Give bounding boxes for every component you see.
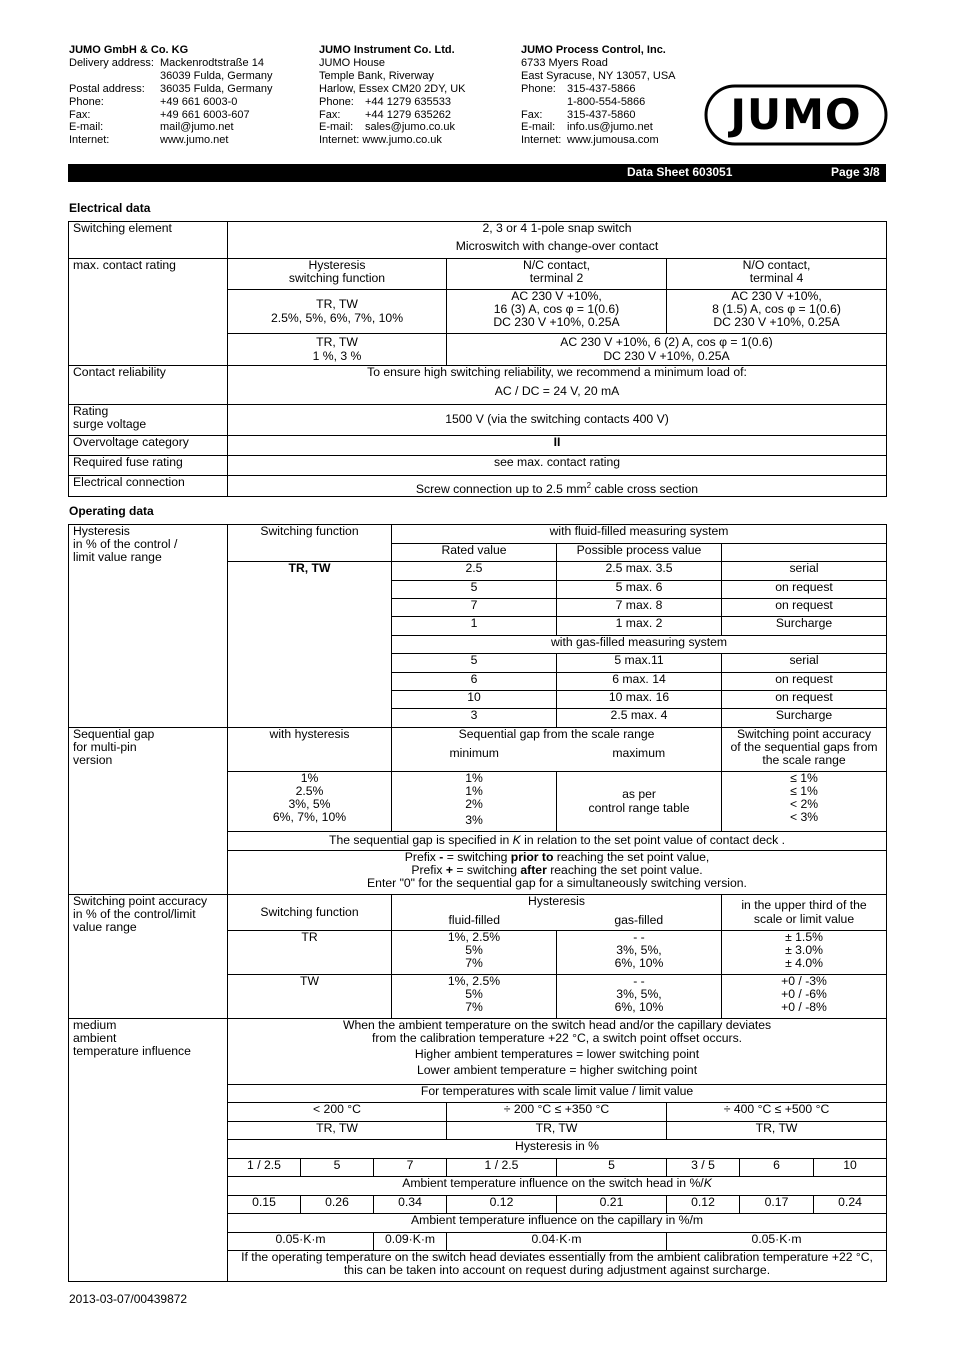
address-line: Harlow, Essex CM20 2DY, UK [319,82,466,95]
text: control range table [588,800,690,815]
cell: Surcharge [722,709,887,728]
address-line: JUMO House [319,56,386,69]
row-label [69,1019,228,1282]
text: 2.5% [295,784,324,799]
cell [228,1251,887,1282]
cell: 5 [301,1159,374,1177]
address-row [69,70,273,83]
data-sheet-title: Data Sheet 603051 [627,165,733,179]
cell: 0.04·K·m [447,1233,667,1251]
cell: < 200 °C [228,1103,447,1122]
section-heading-electrical: Electrical data [69,201,151,215]
page-number: Page 3/8 [831,165,880,179]
cell: TR [228,931,392,975]
cell [228,259,447,290]
address-key [521,96,567,109]
address-value: 36039 Fulda, Germany [160,69,273,82]
cell: 0.05·K·m [667,1233,887,1251]
cell: 2.5 max. 4 [557,709,722,728]
cell [228,832,887,851]
cell: serial [722,562,887,581]
address-key: Phone: [69,95,104,108]
cell: 0.12 [447,1196,557,1214]
cell: TR, TW [228,562,392,728]
row-label: Electrical connection [69,476,228,497]
cell: +0 / -3% +0 / -6% +0 / -8% [722,975,887,1019]
cell [722,895,887,931]
address-value: 315-437-5866 [567,82,636,95]
address-row [319,96,466,109]
address-value: 36035 Fulda, Germany [160,82,273,95]
cell: 3 / 5 [667,1159,740,1177]
row-label: Switching element [69,222,228,240]
cell: Hysteresis in % [228,1140,887,1159]
cell: 7 max. 8 [557,599,722,617]
row-label: Overvoltage category [69,436,228,456]
text: N/O contact, [742,258,811,272]
footer-doc-id: 2013-03-07/00439872 [69,1292,188,1306]
cell: 7 [392,599,557,617]
cell: 0.12 [667,1196,740,1214]
text: K [512,833,521,848]
text: value range [73,920,137,935]
text: 1% [465,771,483,785]
superscript: 2 [586,480,592,490]
address-key: Fax: [521,108,543,121]
text: 8 (1.5) A, cos φ = 1(0.6) [712,302,841,317]
address-key: Delivery address: [69,56,154,69]
text: Hysteresis [308,258,366,272]
row-label [69,895,228,1019]
text: Switching point accuracy [736,727,872,741]
text: Prefix - = switching prior to reaching the set point value, [404,850,710,864]
cell: 6 max. 14 [557,673,722,691]
address-row [69,134,273,147]
text: fluid-filled [448,913,500,927]
text: Lower ambient temperature = higher switching point [416,1063,698,1078]
row-label: Contact reliability [69,366,228,385]
cell: 0.21 [557,1196,667,1214]
cell: 2.5 [392,562,557,581]
cell [447,334,887,366]
text: gas-filled [614,913,664,927]
logo-text: JUMO [730,90,862,139]
cell: 0.26 [301,1196,374,1214]
text: Prefix + = switching after reaching the set point value. [411,863,703,878]
row-label: Required fuse rating [69,456,228,476]
address-row [69,83,273,96]
cell: with gas-filled measuring system [392,636,887,654]
text: as per [622,787,656,802]
address-key: E-mail: [319,121,354,134]
text: cable cross section [591,481,699,496]
text: version [73,753,113,768]
address-row [521,109,676,122]
cell: TW [228,975,392,1019]
text: 3%, 5% [288,797,331,812]
cell: 1%, 2.5% 5% 7% [392,931,557,975]
ambient-influence-table [68,1018,887,1282]
text: Screw connection up to 2.5 mm [415,481,587,496]
cell [228,334,447,366]
text: in the upper third of the [741,898,867,913]
cell: 1%, 2.5% 5% 7% [392,975,557,1019]
address-key: Phone: [521,82,556,95]
text: TR, TW [316,297,358,312]
cell: ÷ 400 °C ≤ +500 °C [667,1103,887,1122]
text: in % of the control / [73,537,178,552]
cell: Ambient temperature influence on the capillary in %/m [228,1214,887,1233]
text: DC 230 V +10%, 0.25A [603,348,730,363]
cell: 0.24 [814,1196,887,1214]
cell: 6 [392,673,557,691]
address-germany [69,44,273,147]
text: 2% [465,797,483,812]
cell: Microswitch with change-over contact [228,240,887,259]
company-name: JUMO Instrument Co. Ltd. [319,44,455,56]
cell: To ensure high switching reliability, we recommend a minimum load of: [228,366,887,385]
company-name: JUMO Process Control, Inc. [521,44,666,56]
cell: with hysteresis [228,728,392,772]
cell [228,851,887,895]
cell: 5 max. 6 [557,581,722,599]
cell: 5 [392,581,557,599]
address-value: 315-437-5860 [567,108,636,121]
cell [228,772,392,832]
cell: 0.15 [228,1196,301,1214]
text: switching function [288,271,386,286]
cell: 1 / 2.5 [228,1159,301,1177]
address-value: +49 661 6003-0 [160,95,238,108]
text: of the sequential gaps from [730,740,878,755]
cell: ÷ 200 °C ≤ +350 °C [447,1103,667,1122]
cell [722,772,887,832]
text: Sequential gap [73,727,155,741]
text: < 2% [789,797,819,812]
cell: 5 [392,654,557,673]
electrical-data-table [68,221,887,497]
text: Rating [73,404,109,418]
cell: II [228,436,887,456]
cell [667,259,887,290]
text: < 3% [789,810,819,825]
cell [228,1019,887,1085]
cell: Switching function [228,525,392,544]
text: the scale range [762,753,846,768]
cell: on request [722,673,887,691]
address-row [319,121,466,134]
text: ≤ 1% [790,784,818,799]
cell: TR, TW [447,1122,667,1140]
company-name: JUMO GmbH & Co. KG [69,44,189,56]
cell: 2.5 max. 3.5 [557,562,722,581]
text: terminal 2 [529,271,584,286]
cell: on request [722,599,887,617]
text: 1% [465,784,483,799]
text: K [703,1176,712,1190]
address-key: Fax: [69,108,91,121]
address-row [69,109,273,122]
cell [392,895,722,931]
address-key: E-mail: [69,121,104,134]
text: 2.5%, 5%, 6%, 7%, 10% [270,310,404,325]
row-label [69,728,228,895]
text: 3% [465,813,483,828]
cell [447,290,667,334]
address-us [521,44,676,147]
cell [228,476,887,497]
address-uk [319,44,466,147]
jumo-logo [704,84,888,146]
text: When the ambient temperature on the switch head and/or the capillary deviates [342,1018,772,1032]
cell: 0.09·K·m [374,1233,447,1251]
cell: For temperatures with scale limit value / limit value [228,1085,887,1103]
text: ambient [73,1031,117,1046]
cell: Surcharge [722,617,887,636]
text: maximum [612,746,666,760]
text: scale or limit value [753,911,855,926]
text: TR, TW [316,335,358,350]
text: minimum [449,746,499,760]
cell: Rated value [392,544,557,562]
text: this can be taken into account on request during adjustment against surcharge. [343,1263,771,1278]
cell [722,728,887,772]
text: Ambient temperature influence on the switch head in %/ [402,1176,704,1190]
text: Enter "0" for the sequential gap for a simultaneously switching version. [367,876,747,891]
address-key: Postal address: [69,82,145,95]
text: from the calibration temperature +22 °C, a switch point offset occurs. [371,1031,743,1046]
address-key: Phone: [319,95,354,108]
address-row [521,121,676,134]
text: 6%, 7%, 10% [272,810,347,825]
section-heading-operating: Operating data [69,504,154,518]
address-line: East Syracuse, NY 13057, USA [521,69,676,82]
cell [557,772,722,832]
cell: 1500 V (via the switching contacts 400 V) [228,405,887,436]
cell: 10 [814,1159,887,1177]
cell [228,1177,887,1196]
address-key: E-mail: [521,121,556,134]
row-label [69,525,228,728]
cell [392,772,557,832]
text: N/C contact, [522,258,591,272]
cell [392,728,722,772]
text: DC 230 V +10%, 0.25A [713,315,840,330]
text: If the operating temperature on the switch head deviates essentially from the ambient calibration temperature +22 °C, [241,1250,873,1264]
cell: 5 max.11 [557,654,722,673]
text: ≤ 1% [790,771,818,785]
text: 1 %, 3 % [312,348,362,363]
cell: - - 3%, 5%, 6%, 10% [557,931,722,975]
cell [447,259,667,290]
cell: on request [722,691,887,709]
address-row [521,134,676,147]
cell: 1 [392,617,557,636]
address-row [69,96,273,109]
row-label [69,405,228,436]
text: limit value range [73,550,162,565]
row-label: max. contact rating [69,259,228,290]
cell: - - 3%, 5%, 6%, 10% [557,975,722,1019]
address-value: +49 661 6003-607 [160,108,250,121]
text: AC 230 V +10%, [511,289,602,303]
sheet-header-bar [68,164,886,182]
cell: 10 max. 16 [557,691,722,709]
cell: serial [722,654,887,673]
address-row [319,109,466,122]
text: surge voltage [73,417,147,432]
text: The sequential gap is specified in [329,833,513,848]
cell [228,290,447,334]
text: for multi-pin [73,740,137,755]
address-value: 1-800-554-5866 [567,95,646,108]
address-value: +44 1279 635262 [365,108,451,121]
address-row [521,96,676,109]
text: temperature influence [73,1044,191,1059]
cell: Switching function [228,895,392,931]
text: AC 230 V +10%, [731,289,822,303]
address-row [521,83,676,96]
cell: 2, 3 or 4 1-pole snap switch [228,222,887,240]
cell: TR, TW [667,1122,887,1140]
cell: 7 [374,1159,447,1177]
address-key: Fax: [319,108,341,121]
cell: 6 [740,1159,814,1177]
text: terminal 4 [749,271,804,286]
address-value: mail@jumo.net [160,121,234,134]
text: in % of the control/limit [73,907,196,922]
cell: 0.17 [740,1196,814,1214]
address-key: Internet: [69,134,110,147]
text: 16 (3) A, cos φ = 1(0.6) [493,302,620,317]
cell: 10 [392,691,557,709]
cell: TR, TW [228,1122,447,1140]
cell: AC / DC = 24 V, 20 mA [228,385,887,405]
address-line: Temple Bank, Riverway [319,69,434,82]
address-value: sales@jumo.co.uk [365,121,456,134]
cell: 1 / 2.5 [447,1159,557,1177]
text: DC 230 V +10%, 0.25A [493,315,620,330]
cell: Possible process value [557,544,722,562]
text: 1% [300,771,319,785]
address-value: info.us@jumo.net [567,121,653,134]
operating-data-table [68,524,887,1019]
cell: see max. contact rating [228,456,887,476]
address-key [69,70,160,83]
address-line: 6733 Myers Road [521,56,608,69]
text: Hysteresis [528,894,585,908]
text: Sequential gap from the scale range [458,727,655,741]
cell: 5 [557,1159,667,1177]
address-value: www.jumousa.com [567,134,659,147]
cell: with fluid-filled measuring system [392,525,887,544]
cell: 0.34 [374,1196,447,1214]
address-internet: Internet: www.jumo.co.uk [319,134,442,147]
cell [667,290,887,334]
text: Higher ambient temperatures = lower switching point [414,1047,700,1062]
address-value: Mackenrodtstraße 14 [160,56,264,69]
text: AC 230 V +10%, 6 (2) A, cos φ = 1(0.6) [560,335,773,350]
text: Hysteresis [73,524,130,538]
cell: ± 1.5% ± 3.0% ± 4.0% [722,931,887,975]
cell: 1 max. 2 [557,617,722,636]
cell: 0.05·K·m [228,1233,374,1251]
cell: 3 [392,709,557,728]
text: medium [73,1018,117,1032]
text: Switching point accuracy [73,894,208,908]
text: in relation to the set point value of contact deck . [520,833,785,848]
address-row [69,57,273,70]
address-value: www.jumo.net [160,134,229,147]
address-key: Internet: [521,134,562,147]
address-value: +44 1279 635533 [365,95,451,108]
cell: on request [722,581,887,599]
address-row [69,121,273,134]
